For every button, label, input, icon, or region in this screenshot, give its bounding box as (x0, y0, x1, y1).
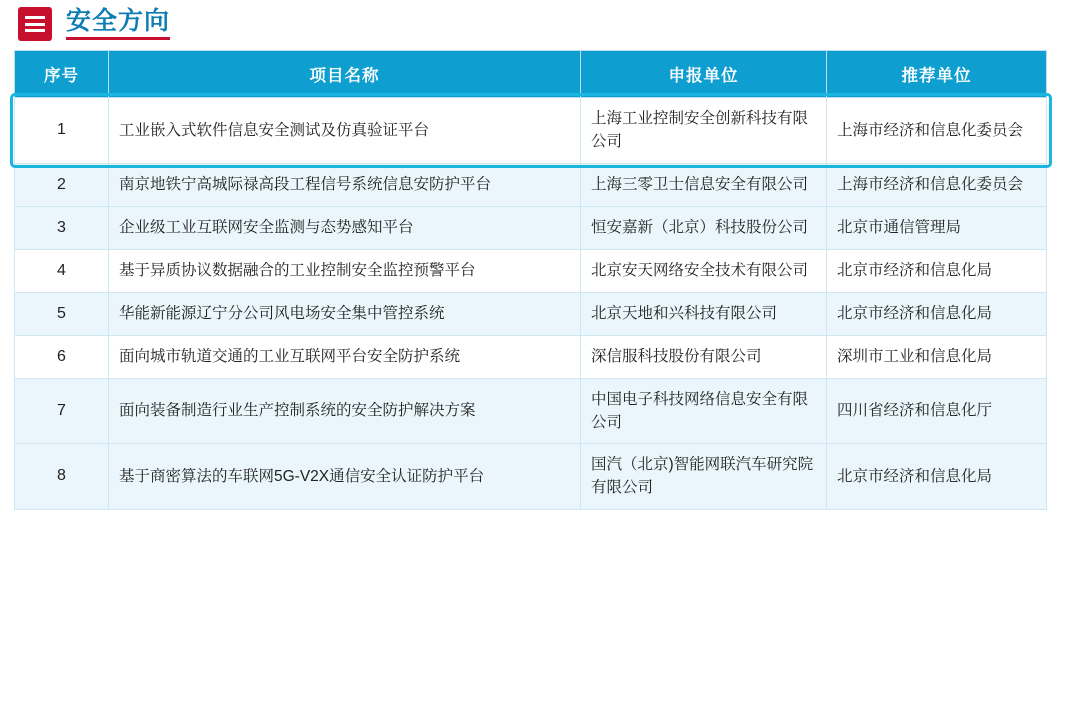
cell-rec: 北京市经济和信息化局 (827, 249, 1047, 292)
cell-apply: 北京安天网络安全技术有限公司 (581, 249, 827, 292)
cell-no: 2 (15, 163, 109, 206)
cell-name: 工业嵌入式软件信息安全测试及仿真验证平台 (109, 98, 581, 164)
table-row (15, 292, 1047, 335)
table-row (15, 378, 1047, 444)
cell-apply: 北京天地和兴科技有限公司 (581, 292, 827, 335)
cell-no: 1 (15, 98, 109, 164)
projects-table (14, 50, 1047, 510)
column-header-rec: 推荐单位 (827, 51, 1047, 98)
cell-rec: 四川省经济和信息化厅 (827, 378, 1047, 444)
table-row (15, 206, 1047, 249)
cell-rec: 北京市经济和信息化局 (827, 444, 1047, 510)
cell-name: 基于异质协议数据融合的工业控制安全监控预警平台 (109, 249, 581, 292)
column-header-name: 项目名称 (109, 51, 581, 98)
cell-no: 8 (15, 444, 109, 510)
table-row (15, 249, 1047, 292)
table-container (14, 50, 1066, 510)
column-header-no: 序号 (15, 51, 109, 98)
cell-rec: 深圳市工业和信息化局 (827, 335, 1047, 378)
cell-no: 4 (15, 249, 109, 292)
cell-name: 南京地铁宁高城际禄高段工程信号系统信息安防护平台 (109, 163, 581, 206)
cell-no: 3 (15, 206, 109, 249)
page-title: 安全方向 (66, 9, 170, 40)
cell-rec: 上海市经济和信息化委员会 (827, 163, 1047, 206)
cell-name: 面向装备制造行业生产控制系统的安全防护解决方案 (109, 378, 581, 444)
section-title-bar (0, 0, 1080, 42)
table-header-row (15, 51, 1047, 98)
cell-rec: 上海市经济和信息化委员会 (827, 98, 1047, 164)
cell-apply: 中国电子科技网络信息安全有限公司 (581, 378, 827, 444)
cell-name: 面向城市轨道交通的工业互联网平台安全防护系统 (109, 335, 581, 378)
cell-rec: 北京市经济和信息化局 (827, 292, 1047, 335)
cell-apply: 上海三零卫士信息安全有限公司 (581, 163, 827, 206)
cell-no: 7 (15, 378, 109, 444)
hamburger-icon (18, 7, 52, 41)
table-row (15, 98, 1047, 164)
cell-apply: 恒安嘉新（北京）科技股份公司 (581, 206, 827, 249)
column-header-apply: 申报单位 (581, 51, 827, 98)
cell-apply: 深信服科技股份有限公司 (581, 335, 827, 378)
cell-no: 6 (15, 335, 109, 378)
table-body (15, 98, 1047, 510)
cell-no: 5 (15, 292, 109, 335)
table-row (15, 444, 1047, 510)
cell-name: 基于商密算法的车联网5G-V2X通信安全认证防护平台 (109, 444, 581, 510)
cell-rec: 北京市通信管理局 (827, 206, 1047, 249)
cell-name: 企业级工业互联网安全监测与态势感知平台 (109, 206, 581, 249)
table-row (15, 163, 1047, 206)
cell-apply: 国汽（北京)智能网联汽车研究院有限公司 (581, 444, 827, 510)
table-row (15, 335, 1047, 378)
cell-apply: 上海工业控制安全创新科技有限公司 (581, 98, 827, 164)
cell-name: 华能新能源辽宁分公司风电场安全集中管控系统 (109, 292, 581, 335)
